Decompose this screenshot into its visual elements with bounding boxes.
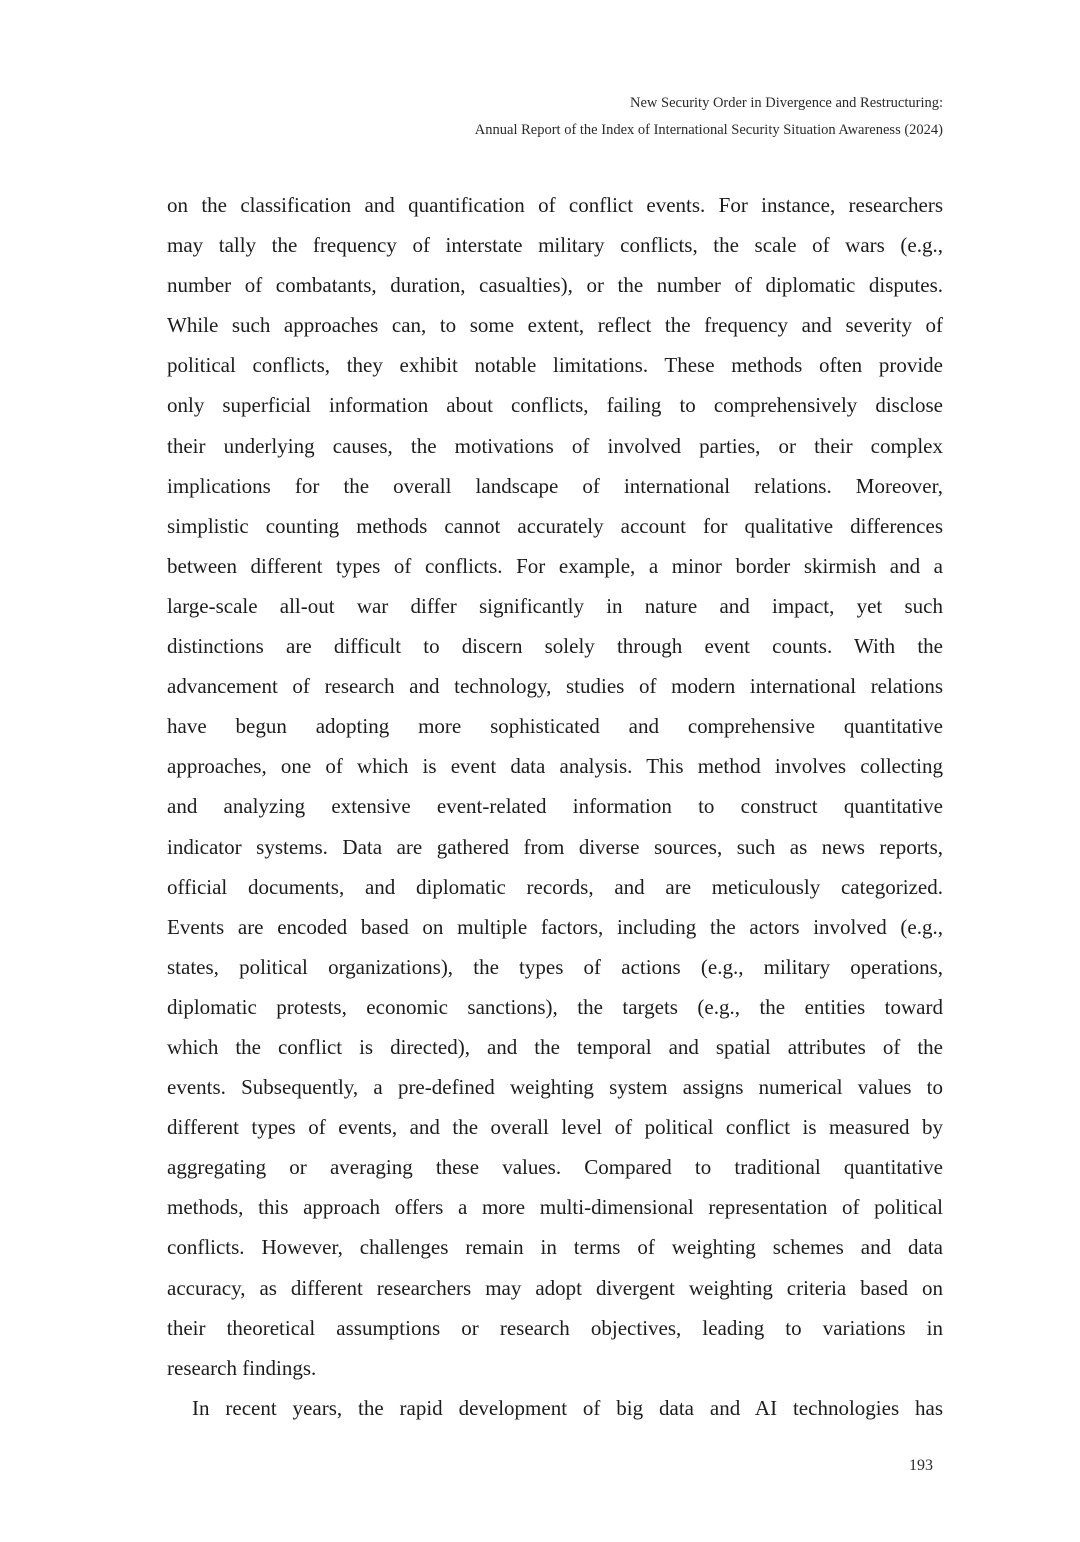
body-text — [167, 185, 943, 1428]
text-line: official documents, and diplomatic records, and are meticulously categorized. — [167, 874, 943, 899]
text-line-paragraph-end: research findings. — [167, 1355, 317, 1380]
text-line: on the classification and quantification of conflict events. For instance, researchers — [167, 193, 943, 217]
text-line: implications for the overall landscape of international relations. Moreover, — [167, 473, 943, 498]
text-line: events. Subsequently, a pre-defined weighting system assigns numerical values to — [167, 1075, 943, 1100]
text-line: only superficial information about conflicts, failing to comprehensively disclose — [167, 393, 943, 418]
text-line: accuracy, as different researchers may adopt divergent weighting criteria based on — [167, 1275, 943, 1300]
page-number: 193 — [909, 1457, 933, 1474]
text-line: may tally the frequency of interstate military conflicts, the scale of wars (e.g., — [167, 233, 943, 258]
running-header-subtitle: Annual Report of the Index of International Security Situation Awareness (2024) — [474, 122, 943, 138]
text-line: methods, this approach offers a more multi-dimensional representation of political — [167, 1195, 943, 1220]
text-line: between different types of conflicts. For example, a minor border skirmish and a — [167, 553, 943, 578]
running-header-title: New Security Order in Divergence and Restructuring: — [630, 95, 943, 111]
text-line: which the conflict is directed), and the temporal and spatial attributes of the — [167, 1034, 943, 1059]
text-line: large-scale all-out war differ significantly in nature and impact, yet such — [167, 593, 943, 618]
text-line: number of combatants, duration, casualties), or the number of diplomatic disputes. — [167, 273, 943, 298]
text-line-paragraph-start: In recent years, the rapid development of big data and AI technologies has — [192, 1395, 943, 1420]
text-line: diplomatic protests, economic sanctions), the targets (e.g., the entities toward — [167, 994, 943, 1019]
text-line: distinctions are difficult to discern solely through event counts. With the — [167, 634, 943, 659]
text-line: While such approaches can, to some extent, reflect the frequency and severity of — [167, 313, 943, 338]
text-line: have begun adopting more sophisticated and comprehensive quantitative — [167, 714, 943, 739]
text-line: advancement of research and technology, studies of modern international relations — [167, 674, 943, 699]
text-line: political conflicts, they exhibit notable limitations. These methods often provide — [167, 353, 943, 378]
text-line: Events are encoded based on multiple factors, including the actors involved (e.g., — [167, 914, 943, 939]
running-header — [475, 90, 943, 144]
text-line: different types of events, and the overall level of political conflict is measured by — [167, 1115, 943, 1140]
text-line: their underlying causes, the motivations of involved parties, or their complex — [167, 433, 943, 458]
text-line: and analyzing extensive event-related information to construct quantitative — [167, 794, 943, 819]
text-line: approaches, one of which is event data analysis. This method involves collecting — [167, 754, 943, 779]
text-line: states, political organizations), the types of actions (e.g., military operations, — [167, 954, 943, 979]
text-line: their theoretical assumptions or research objectives, leading to variations in — [167, 1315, 943, 1340]
text-line: aggregating or averaging these values. Compared to traditional quantitative — [167, 1155, 943, 1180]
text-line: simplistic counting methods cannot accurately account for qualitative differences — [167, 513, 943, 538]
text-line: conflicts. However, challenges remain in terms of weighting schemes and data — [167, 1235, 943, 1260]
text-line: indicator systems. Data are gathered from diverse sources, such as news reports, — [167, 834, 943, 859]
